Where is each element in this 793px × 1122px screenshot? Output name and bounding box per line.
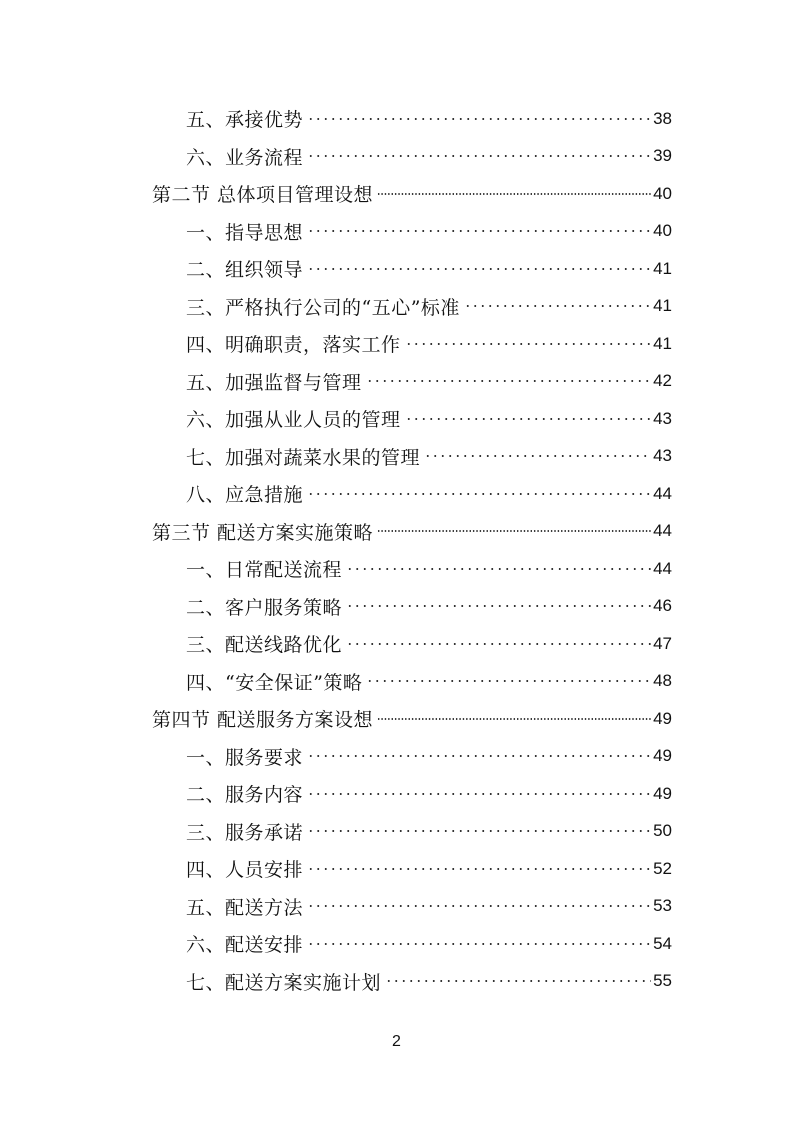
toc-entry-page: 54 (653, 933, 672, 953)
dot-leader (366, 363, 652, 400)
toc-entry-page: 41 (653, 333, 672, 353)
toc-entry-title: 三、严格执行公司的“五心”标准 (186, 296, 460, 319)
toc-entry-title: 八、应急措施 (186, 484, 304, 506)
toc-entry[interactable] (186, 100, 672, 137)
toc-entry-page: 39 (653, 146, 672, 165)
toc-entry-title: 五、加强监督与管理 (186, 371, 362, 394)
toc-entry-title: 五、承接优势 (186, 109, 304, 131)
dot-leader (377, 700, 651, 737)
toc-entry-title: 六、加强从业人员的管理 (186, 409, 401, 431)
toc-entry[interactable] (186, 888, 672, 925)
toc-section-heading[interactable] (152, 175, 672, 212)
toc-entry[interactable] (186, 963, 672, 1000)
dot-leader (366, 663, 651, 700)
dot-leader (307, 925, 651, 962)
toc-entry-title: 七、配送方案实施计划 (186, 971, 382, 994)
toc-entry-title: 二、客户服务策略 (186, 596, 343, 619)
toc-entry-page: 44 (653, 558, 672, 578)
toc-entry[interactable] (186, 813, 672, 850)
toc-entry-page: 44 (653, 483, 672, 503)
dot-leader (307, 213, 651, 250)
toc-entry-title: 四、“安全保证”策略 (186, 671, 363, 694)
toc-section-heading[interactable] (152, 513, 672, 550)
toc-entry[interactable] (186, 325, 672, 362)
toc-entry-title: 第二节 总体项目管理设想 (152, 184, 374, 206)
toc-entry[interactable] (186, 550, 672, 587)
toc-entry[interactable] (186, 213, 672, 250)
toc-entry-title: 四、明确职责，落实工作 (186, 334, 401, 356)
dot-leader (377, 175, 651, 212)
toc-entry-title: 一、服务要求 (186, 746, 304, 769)
toc-entry[interactable] (186, 475, 672, 512)
toc-entry-page: 50 (653, 821, 672, 840)
dot-leader (307, 850, 651, 887)
toc-entry-page: 48 (653, 671, 672, 690)
toc-entry-page: 40 (653, 183, 672, 203)
toc-entry[interactable] (186, 438, 672, 475)
toc-section-heading[interactable] (152, 700, 672, 737)
toc-entry[interactable] (186, 138, 672, 175)
toc-entry[interactable] (186, 363, 672, 400)
toc-entry[interactable] (186, 775, 672, 812)
dot-leader (405, 400, 652, 437)
toc-entry-page: 40 (653, 221, 672, 240)
toc-entry-page: 47 (653, 633, 672, 653)
toc-entry-title: 六、业务流程 (186, 146, 304, 169)
toc-entry-title: 第三节 配送方案实施策略 (152, 521, 374, 544)
dot-leader (307, 138, 651, 175)
toc-entry-page: 44 (653, 521, 672, 540)
toc-entry-page: 38 (653, 108, 672, 128)
dot-leader (346, 550, 651, 587)
toc-entry-title: 一、指导思想 (186, 221, 304, 244)
toc-entry-page: 41 (653, 258, 672, 278)
dot-leader (307, 475, 651, 512)
dot-leader (424, 438, 651, 475)
toc-entry[interactable] (186, 925, 672, 962)
dot-leader (307, 738, 651, 775)
dot-leader (307, 775, 651, 812)
toc-entry-page: 49 (653, 708, 672, 728)
toc-entry-title: 一、日常配送流程 (186, 559, 343, 581)
toc-entry-page: 43 (653, 408, 672, 428)
dot-leader (464, 288, 651, 325)
toc-entry-title: 二、服务内容 (186, 784, 304, 806)
toc-entry[interactable] (186, 400, 672, 437)
dot-leader (346, 588, 651, 625)
toc-entry-page: 41 (653, 296, 672, 315)
toc-entry-page: 42 (653, 371, 672, 390)
toc-entry[interactable] (186, 663, 672, 700)
toc-entry-page: 53 (653, 896, 672, 915)
toc-entry-title: 二、组织领导 (186, 259, 304, 281)
toc-entry-page: 55 (653, 971, 672, 990)
dot-leader (346, 625, 651, 662)
dot-leader (307, 100, 651, 137)
toc-entry-title: 三、配送线路优化 (186, 634, 343, 656)
dot-leader (385, 963, 651, 1000)
toc-entry-title: 三、服务承诺 (186, 821, 304, 844)
dot-leader (307, 813, 651, 850)
toc-entry[interactable] (186, 850, 672, 887)
toc-entry[interactable] (186, 625, 672, 662)
toc-entry-title: 第四节 配送服务方案设想 (152, 709, 374, 731)
toc-entry-page: 46 (653, 596, 672, 615)
toc-entry-title: 六、配送安排 (186, 934, 304, 956)
toc-entry-page: 49 (653, 783, 672, 803)
toc-entry[interactable] (186, 588, 672, 625)
dot-leader (307, 250, 651, 287)
toc-entry[interactable] (186, 738, 672, 775)
toc-entry[interactable] (186, 288, 672, 325)
toc-entry-title: 七、加强对蔬菜水果的管理 (186, 446, 421, 469)
toc-entry-page: 49 (653, 746, 672, 765)
dot-leader (405, 325, 652, 362)
dot-leader (307, 888, 651, 925)
toc-entry-page: 52 (653, 858, 672, 878)
toc-entry-page: 43 (653, 446, 672, 465)
toc-entry[interactable] (186, 250, 672, 287)
page-number: 2 (392, 1033, 401, 1050)
dot-leader (377, 513, 651, 550)
toc-entry-title: 四、人员安排 (186, 859, 304, 881)
toc-entry-title: 五、配送方法 (186, 896, 304, 919)
